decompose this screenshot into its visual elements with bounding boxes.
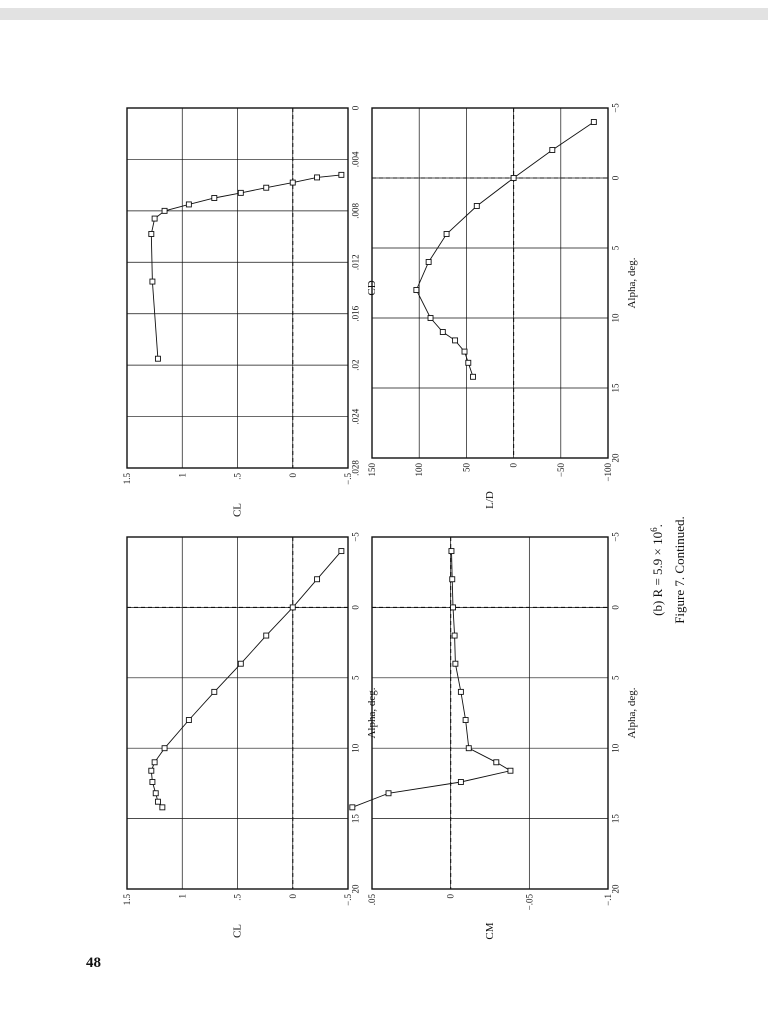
x-axis-title: Alpha, deg. <box>626 687 639 739</box>
x-tick-label: .024 <box>350 408 361 425</box>
data-point <box>162 208 167 213</box>
y-tick-label: 100 <box>414 463 425 477</box>
data-point <box>186 718 191 723</box>
data-point <box>315 175 320 180</box>
data-point <box>466 746 471 751</box>
data-point <box>463 718 468 723</box>
y-tick-label: 0 <box>287 894 298 899</box>
y-tick-label: 150 <box>367 463 377 477</box>
x-tick-label: −5 <box>610 532 621 542</box>
data-point <box>264 185 269 190</box>
x-tick-label: 5 <box>610 245 621 251</box>
data-point <box>264 633 269 638</box>
series-line <box>151 551 341 807</box>
x-tick-label: 20 <box>610 884 621 894</box>
chart-cl-vs-alpha <box>122 532 378 938</box>
y-tick-label: 1 <box>177 473 188 478</box>
x-tick-label: 10 <box>610 313 621 323</box>
x-tick-label: .016 <box>350 305 361 322</box>
x-tick-label: 10 <box>350 743 361 753</box>
x-tick-label: .012 <box>350 254 361 271</box>
x-tick-label: −5 <box>350 532 361 542</box>
y-tick-label: 1.5 <box>122 473 132 485</box>
x-tick-label: 5 <box>350 675 361 681</box>
data-point <box>155 799 160 804</box>
data-point <box>149 768 154 773</box>
data-point <box>315 577 320 582</box>
data-point <box>212 196 217 201</box>
data-point <box>155 356 160 361</box>
data-point <box>150 779 155 784</box>
data-point <box>508 768 513 773</box>
data-point <box>458 779 463 784</box>
data-point <box>466 360 471 365</box>
data-point <box>474 204 479 209</box>
data-point <box>452 633 457 638</box>
data-point <box>339 549 344 554</box>
data-point <box>511 176 516 181</box>
y-tick-label: 1.5 <box>122 894 132 906</box>
series-line <box>151 175 341 359</box>
y-tick-label: 0 <box>508 463 519 468</box>
caption-subfigure: (b) $R = 5.9 \times 10^6$. <box>649 524 665 616</box>
data-point <box>414 288 419 293</box>
data-point <box>450 577 455 582</box>
x-tick-label: 20 <box>350 884 361 894</box>
y-tick-label: −.1 <box>603 894 613 906</box>
series-line <box>416 122 593 377</box>
x-tick-label: 0 <box>350 105 361 111</box>
x-tick-label: 20 <box>610 453 621 463</box>
data-point <box>186 202 191 207</box>
x-tick-label: −5 <box>610 103 621 113</box>
data-point <box>471 374 476 379</box>
data-point <box>444 232 449 237</box>
data-point <box>149 232 154 237</box>
x-axis-title: Alpha, deg. <box>366 687 379 739</box>
data-point <box>453 338 458 343</box>
data-point <box>212 689 217 694</box>
data-point <box>462 349 467 354</box>
y-tick-label: 0 <box>287 473 298 478</box>
x-axis-title: CD <box>366 280 379 296</box>
data-point <box>453 661 458 666</box>
x-tick-label: 10 <box>610 743 621 753</box>
y-tick-label: 1 <box>177 894 188 899</box>
chart-cm-vs-alpha <box>350 532 638 940</box>
data-point <box>494 760 499 765</box>
data-point <box>160 805 165 810</box>
x-tick-label: 15 <box>610 383 621 393</box>
x-tick-label: 0 <box>610 175 621 181</box>
x-tick-label: .004 <box>350 151 361 168</box>
data-point <box>458 689 463 694</box>
x-tick-label: 0 <box>610 605 621 610</box>
data-point <box>426 260 431 265</box>
y-axis-title: CL <box>231 502 244 518</box>
data-point <box>350 805 355 810</box>
data-point <box>152 216 157 221</box>
data-point <box>440 330 445 335</box>
y-tick-label: −50 <box>555 463 566 478</box>
data-point <box>162 746 167 751</box>
x-tick-label: 15 <box>610 814 621 824</box>
data-point <box>153 791 158 796</box>
data-point <box>428 316 433 321</box>
plot-frame <box>372 108 608 458</box>
y-tick-label: −100 <box>603 463 613 482</box>
y-tick-label: .5 <box>232 473 243 480</box>
chart-ld-vs-alpha <box>367 103 638 509</box>
x-tick-label: .028 <box>350 460 361 476</box>
x-tick-label: 15 <box>350 814 361 824</box>
x-tick-label: 5 <box>610 675 621 681</box>
y-axis-title: CM <box>484 922 496 940</box>
series-line <box>352 551 510 807</box>
data-point <box>386 791 391 796</box>
y-tick-label: −.05 <box>524 894 535 911</box>
y-tick-label: 50 <box>461 463 472 472</box>
data-point <box>290 180 295 185</box>
y-tick-label: −.5 <box>343 473 353 485</box>
data-point <box>290 605 295 610</box>
data-point <box>451 605 456 610</box>
y-tick-label: 0 <box>445 894 456 899</box>
data-point <box>150 279 155 284</box>
x-axis-title: Alpha, deg. <box>626 257 639 309</box>
page-number: 48 <box>86 955 101 971</box>
data-point <box>449 549 454 554</box>
x-tick-label: .02 <box>350 359 361 371</box>
x-tick-label: 0 <box>350 605 361 610</box>
caption-figure: Figure 7. Continued. <box>672 516 687 624</box>
figure-caption <box>649 516 687 624</box>
chart-cl-vs-cd <box>122 105 378 517</box>
data-point <box>238 661 243 666</box>
data-point <box>550 148 555 153</box>
data-point <box>152 760 157 765</box>
data-point <box>591 120 596 125</box>
y-tick-label: .5 <box>232 894 243 901</box>
y-axis-title: CL <box>231 923 244 939</box>
y-tick-label: .05 <box>367 894 377 906</box>
x-tick-label: .008 <box>350 202 361 219</box>
data-point <box>339 172 344 177</box>
data-point <box>238 190 243 195</box>
plot-frame <box>372 537 608 889</box>
y-tick-label: −.5 <box>343 894 353 906</box>
y-axis-title: L/D <box>484 491 496 509</box>
